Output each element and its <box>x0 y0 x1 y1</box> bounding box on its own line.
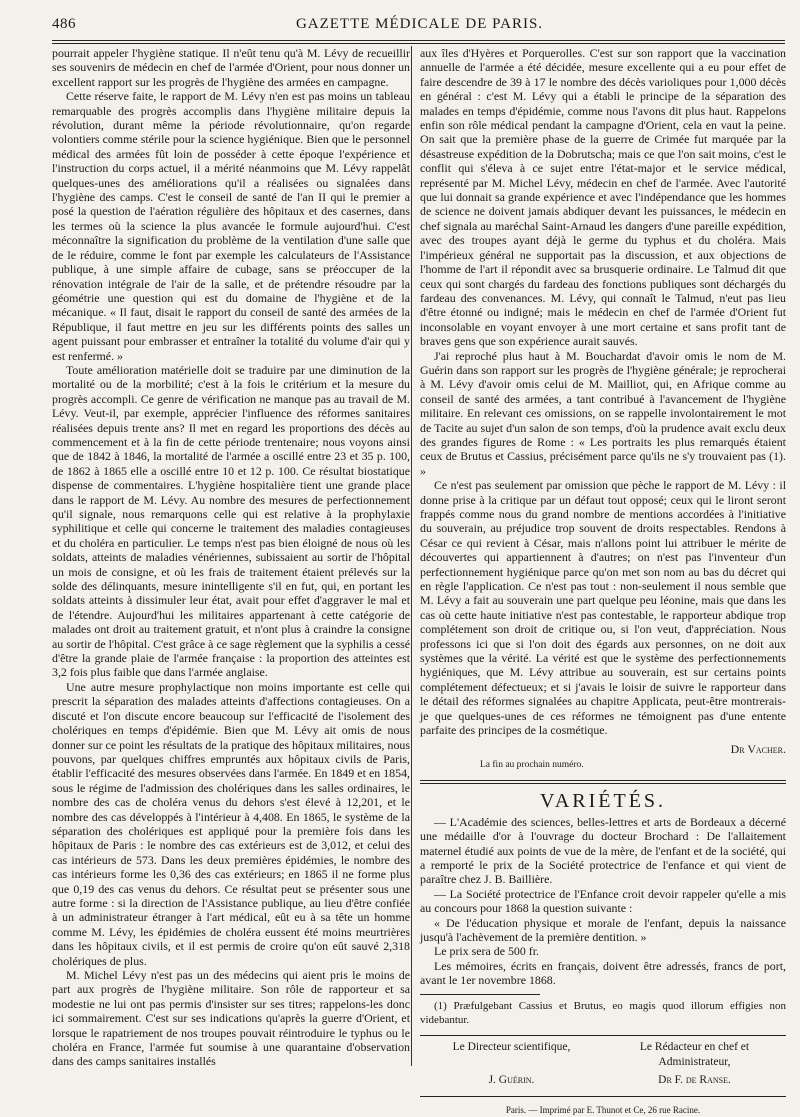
paragraph: aux îles d'Hyères et Porquerolles. C'est sur son rapport que la vaccination annuelle de l'armée a été décidée, mesure excellente qui a eu pour effet de faire descendre de 39 à 17 le nombre des décès varioliques pour 1,000 décès en général : c'est M. Lévy qui a établi le principe de la séparation des malades en temps d'épidémie, comme nous l'avons dit plus haut. Rappelons enfin son rôle médical pendant la campagne d'Orient, cela en vaut la peine. On sait que la première phase de la guerre de Crimée fut marquée par la désastreuse expédition de la Dobrutscha; mais ce que l'on sait moins, c'est le conflit qui s'éleva à ce sujet entre l'état-major et le service médical, représenté par M. Michel Lévy, médecin en chef de l'armée. Avec l'autorité que lui donnait sa grande expérience et avec l'indépendance que les hommes de science ne doivent jamais abdiquer devant les puissances, le médecin en chef signala au maréchal Saint-Arnaud les dangers d'une pareille expédition, avec des troupes ayant déjà le germe du typhus et du choléra. Mais l'impérieux général ne supportait pas la discussion, et aux objections de l'homme de l'art il répondit avec sa brusquerie ordinaire. Le Talmud dit que ceux qui sont chargés du fardeau des fonctions publiques sont déchargés du fardeau des convenances. M. Lévy, qui connaît le Talmud, n'eut pas lieu d'être étonné ou indigné; mais le médecin en chef de l'armée d'Orient fut inconsolable en voyant envoyer à une mort certaine et sans profit tant de braves gens que son expérience aurait sauvés. <box>420 46 786 349</box>
page-header <box>52 16 787 36</box>
paragraph: J'ai reproché plus haut à M. Bouchardat d'avoir omis le nom de M. Guérin dans son rapport sur les progrès de l'hygiène générale; je reprocherai à M. Lévy d'avoir omis celui de M. Mailliot, qui, en Afrique comme au conseil de santé des armées, a tant contribué à l'avancement de l'hygiène militaire. En relevant ces omissions, on se rappelle involontairement le mot de Tacite au sujet d'un salon de son temps, d'où la prudence avait exclu deux des grandes figures de Rome : « Les portraits les plus remarqués étaient ceux de Brutus et Cassius, précisément parce qu'ils ne s'y trouvaient pas (1). » <box>420 348 786 478</box>
director-title: Le Directeur scientifique, <box>452 1041 571 1054</box>
section-rule <box>420 780 786 781</box>
section-rule-double <box>420 783 786 784</box>
varietes-paragraph: Les mémoires, écrits en français, doivent être adressés, francs de port, avant le 1er novembre 1868. <box>420 958 786 988</box>
varietes-paragraph: — L'Académie des sciences, belles-lettres et arts de Bordeaux a décerné une médaille d'or à l'ouvrage du docteur Brochard : De l'allaitement maternel étudié aux points de vue de la mère, de l'enfant et de la société, qui a remporté le prix de la Société protectrice de l'enfance et qui vient de paraître chez J. B. Baillière. <box>420 814 786 887</box>
footnote-rule <box>420 994 540 995</box>
header-rule <box>52 40 785 41</box>
footer-titles <box>420 1040 786 1069</box>
printer-line: Paris. — Imprimé par E. Thunot et Ce, 26 rue Racine. <box>505 1104 701 1115</box>
varietes-heading: VARIÉTÉS. <box>539 790 667 813</box>
paragraph: Cette réserve faite, le rapport de M. Lévy n'en est pas moins un tableau remarquable des progrès accomplis dans l'hygiène militaire depuis la révolution, durant même la période révolutionnaire, qu'on regarde volontiers comme stérile pour la science hygiénique. Bien que le personnel médical des armées fût loin de posséder à cette époque l'expérience et l'instruction du corps actuel, il a mérité néanmoins que M. Lévy rappelât quelques-unes des améliorations qu'il a réalisées ou signalées dans l'hygiène des camps. C'est le conseil de santé de l'an II qui le premier a posé la question de l'aération régulière des hôpitaux et des casernes, dans les termes où la science la plus avancée le formule aujourd'hui. C'est méconnaître la signification du problème de la ventilation d'une salle que de le réduire, comme le font par exemple les calculateurs de l'Assistance publique, à une simple affaire de cubage, sans se préoccuper de la rénovation intégrale de l'air de la salle, et de prétendre résoudre par la géométrie une question qui est du domaine de l'hygiène et de la mécanique. « Il faut, disait le rapport du conseil de santé des armées de la République, il faut mettre en jeu sur les différents points des salles un agent puissant pour embrasser et entraîner la totalité du volume d'air qui y est renfermé. » <box>52 89 410 363</box>
footer-rule <box>420 1035 786 1036</box>
column-divider <box>411 46 412 1066</box>
varietes-paragraph: — La Société protectrice de l'Enfance croit devoir rappeler qu'elle a mis au concours pour 1868 la question suivante : <box>420 886 786 916</box>
editor-title: Le Rédacteur en chef et Administrateur, <box>639 1041 750 1068</box>
continued-note: La fin au prochain numéro. <box>480 759 584 770</box>
director-name: J. Guérin. <box>488 1074 535 1087</box>
paragraph: pourrait appeler l'hygiène statique. Il n'eût tenu qu'à M. Lévy de recueillir ses souvenirs de médecin en chef de l'armée d'Orient, pour nous donner un excellent rapport sur les progrès de l'hygiène des armées en campagne. <box>52 46 410 89</box>
left-column <box>52 46 410 1069</box>
footnote: (1) Præfulgebant Cassius et Brutus, eo magis quod illorum effigies non videbantur. <box>420 999 786 1026</box>
paragraph: Une autre mesure prophylactique non moins importante est celle qui prescrit la séparation des malades atteints d'affections contagieuses. On a discuté et l'on discute encore beaucoup sur l'efficacité de l'isolement des cholériques en temps d'épidémie. Bien que M. Lévy ait omis de nous donner sur ce point les résultats de la pratique des hôpitaux militaires, nous pouvons, par quelques chiffres empruntés aux hôpitaux civils de Paris, établir l'efficacité des mesures observées dans l'armée. En 1849 et en 1854, sous le régime de l'admission des cholériques dans les salles ordinaires, le nombre des cas de choléra venus du dehors s'est élevé à 12,201, et le nombre des cas développés à l'intérieur à 4,408. En 1865, le système de la séparation des cholériques est appliqué pour la première fois dans les hôpitaux de Paris : le nombre des cas extérieurs est de 3,012, et celui des cas intérieurs de 573. Dans les deux premières épidémies, le nombre des cas intérieurs forme les 0,36 des cas extérieurs; en 1865 il ne forme plus que 0,19 des cas venus du dehors. Ce résultat peut se présenter sous une autre forme : si la direction de l'Assistance publique, au lieu d'être confiée à un administrateur étranger à l'art médical, eût eu à sa tête un homme comme M. Lévy, les épidémies de choléra eussent été moins meurtrières dans les hôpitaux civils, et il est permis de croire qu'on eût sauvé 2,318 cholériques de plus. <box>52 679 410 968</box>
editor-name: Dr F. de Ranse. <box>658 1074 731 1087</box>
paragraph: Toute amélioration matérielle doit se traduire par une diminution de la mortalité ou de la morbilité; c'est à la fois le critérium et la mesure du progrès accompli. Ce genre de vérification ne manque pas au travail de M. Lévy. Veut-il, par exemple, apprécier l'influence des réformes sanitaires réalisées depuis trente ans? Il met en regard les proportions des décès au commencement et à la fin de cette période trentenaire; nous voyons ainsi que de 1842 à 1846, la mortalité de l'armée a oscillé entre 23 et 35 p. 100, de 1862 à 1865 elle a oscillé entre 10 et 12 p. 100. Ce résultat biostatique dispense de commentaires. L'hygiène hospitalière tient une grande place dans le rapport de M. Lévy. Au nombre des mesures de perfectionnement qu'il signale, nous remarquons celle qui est relative à la prophylaxie syphilitique et celle qui concerne le traitement des maladies contagieuses et du choléra en particulier. Le temps n'est pas bien éloigné de nous où les soldats, atteints de maladies vénériennes, subissaient au sortir de l'hôpital un mois de consigne, et où les frais de traitement étaient prélevés sur la solde des délinquants, mesure inintelligente s'il en fut, qui, en portant les soldats atteints à dissimuler leur état, avait pour effet d'aggraver le mal et de l'étendre. Aujourd'hui les militaires appartenant à cette catégorie de malades ont droit au traitement gratuit, et n'ont plus à craindre la consigne au sortir de l'hôpital. C'est grâce à ce sage règlement que la syphilis a cessé d'être la grande plaie de l'armée française : la proportion des atteintes est 3,2 fois plus faible que dans l'armée anglaise. <box>52 362 410 680</box>
paragraph: Ce n'est pas seulement par omission que pèche le rapport de M. Lévy : il donne prise à la critique par un défaut tout opposé; ceux qui le liront seront frappés comme nous du grand nombre de mentions accordées à l'initiative du souverain, au préjudice trop souvent de droits respectables. Rendons à César ce qui revient à César, mais n'allons point lui attribuer le mérite de découvertes qui appartiennent à d'autres; on n'est pas l'inventeur d'un perfectionnement hygiénique parce qu'on met son nom au bas du décret qui en règle l'application. Ce n'est pas tout : non-seulement il nous semble que M. Lévy a fait au souverain une part quelque peu léonine, mais que dans les cas où cette haute initiative n'est pas contestable, le rapporteur abdique trop complétement son droit de critique ou, si l'on veut, d'appréciation. Nous professons ici que si l'on doit des égards aux personnes, on ne doit aux systèmes que la vérité. La vérité est que le système des perfectionnements hygiéniques, que M. Lévy attribue au souverain, est sur certains points complétement défectueux; et si j'avais le loisir de suivre le rapporteur dans le détail des réformes signalées au chapitre Applicata, peut-être montrerais-je que quelques-unes de ces réformes ne témoignent pas d'une entente parfaite des principes de la cosmétique. <box>420 478 786 738</box>
varietes-paragraph: Le prix sera de 500 fr. <box>434 944 539 959</box>
varietes-paragraph: « De l'éducation physique et morale de l'enfant, depuis la naissance jusqu'à l'achèvement de la première dentition. » <box>420 915 786 944</box>
page-number: 486 <box>52 16 76 32</box>
paragraph: M. Michel Lévy n'est pas un des médecins qui aient pris le moins de part aux progrès de l'hygiène militaire. Son rôle de rapporteur et sa modestie ne lui ont pas permis d'insister sur ses titres; rappelons-les donc ici sommairement. C'est sur ses indications qu'après la guerre d'Orient, et lorsque le rapatriement de nos troupes pouvait réintroduire le typhus ou le choléra en France, l'armée fut soumise à une quarantaine d'observation dans des camps sanitaires installés <box>52 968 410 1069</box>
journal-title: GAZETTE MÉDICALE DE PARIS. <box>295 16 544 32</box>
printer-rule <box>420 1096 786 1097</box>
author-signature: Dr Vacher. <box>730 741 786 756</box>
header-rule-double <box>52 43 785 44</box>
right-column <box>420 46 786 1115</box>
footer-names <box>420 1073 786 1087</box>
